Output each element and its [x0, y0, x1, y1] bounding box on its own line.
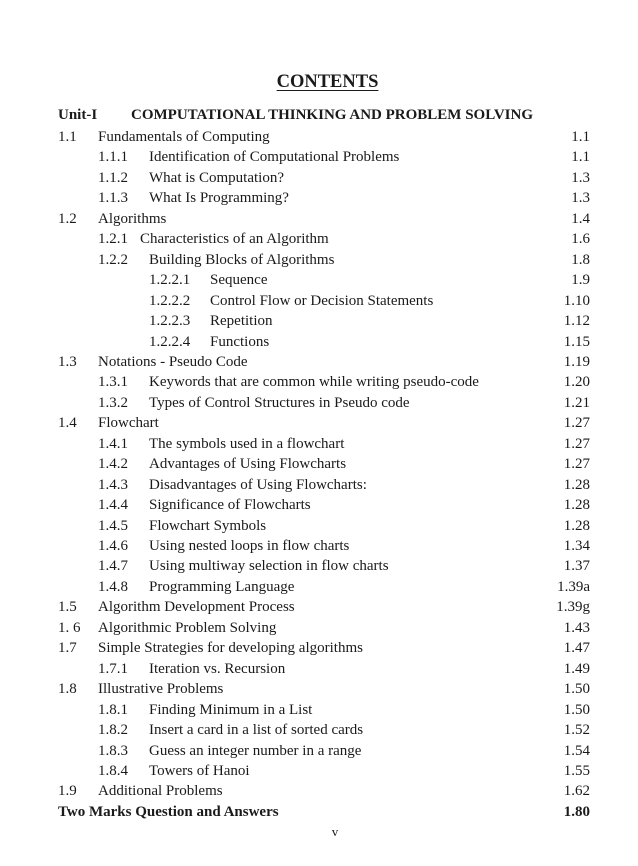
- toc-entry-number: 1.8.3: [98, 742, 128, 759]
- toc-entry-page: 1.9: [571, 272, 590, 289]
- toc-entry: [58, 495, 590, 515]
- toc-entry-title: Iteration vs. Recursion: [149, 660, 286, 677]
- toc-entry-page: 1.39a: [557, 578, 590, 595]
- toc-entry-number: 1.2: [58, 210, 77, 227]
- toc-entry-page: 1.50: [563, 701, 590, 718]
- toc-entry: [58, 413, 590, 433]
- toc-entry-page: 1.27: [563, 415, 590, 432]
- toc-entry-title: Keywords that are common while writing pseudo-code: [149, 374, 479, 391]
- toc-entry: [58, 147, 590, 167]
- toc-entry-number: 1.2.1: [98, 231, 128, 248]
- toc-entry-page: 1.21: [563, 394, 590, 411]
- toc-entry-page: 1.1: [571, 129, 590, 145]
- toc-footer-entry: [58, 802, 590, 822]
- toc-entry: [58, 127, 590, 147]
- page-folio: v: [331, 824, 339, 839]
- toc-entry-page: 1.52: [563, 722, 590, 739]
- toc-entry: [58, 659, 590, 679]
- toc-entry-number: 1.1.2: [98, 169, 128, 186]
- toc-entry-title: Disadvantages of Using Flowcharts:: [149, 476, 367, 493]
- toc-entry: [58, 209, 590, 229]
- toc-entry-title: Significance of Flowcharts: [149, 497, 311, 514]
- unit-number: Unit-I: [58, 107, 98, 123]
- toc-entry-title: Sequence: [210, 272, 268, 289]
- toc-entry-page: 1.12: [563, 313, 590, 330]
- toc-entry-title: Algorithm Development Process: [98, 599, 295, 616]
- footer-entry-page: 1.80: [563, 804, 590, 820]
- toc-entry-page: 1.15: [563, 333, 590, 350]
- toc-entry: [58, 577, 590, 597]
- toc-entry: [58, 311, 590, 331]
- toc-entry: [58, 332, 590, 352]
- toc-entry-number: 1.1.3: [98, 190, 128, 207]
- toc-entry-title: Algorithms: [98, 210, 167, 227]
- toc-entry-number: 1.8: [58, 681, 77, 698]
- toc-entry-title: Flowchart: [98, 415, 159, 432]
- toc-entry-title: Algorithmic Problem Solving: [98, 619, 277, 636]
- toc-entry-number: 1.1.1: [98, 149, 128, 166]
- unit-heading: [58, 107, 598, 124]
- toc-entry-page: 1.47: [563, 640, 590, 657]
- toc-entry-page: 1.28: [563, 517, 590, 534]
- toc-entry-number: 1.3.1: [98, 374, 128, 391]
- contents-title: CONTENTS: [276, 72, 379, 92]
- toc-entry-number: 1. 6: [58, 619, 81, 636]
- toc-entry-title: Towers of Hanoi: [149, 762, 250, 779]
- toc-entry-page: 1.37: [563, 558, 590, 575]
- toc-entry: [58, 516, 590, 536]
- toc-entry: [58, 720, 590, 740]
- toc-entry-number: 1.2.2: [98, 251, 128, 268]
- toc-entry-number: 1.2.2.1: [149, 272, 191, 289]
- toc-entry-title: Using multiway selection in flow charts: [149, 558, 389, 575]
- toc-entry-number: 1.4.7: [98, 558, 128, 575]
- toc-entry: [58, 229, 590, 249]
- toc-entry: [58, 270, 590, 290]
- toc-entry: [58, 475, 590, 495]
- toc-entry-title: Characteristics of an Algorithm: [140, 231, 329, 248]
- toc-entry-page: 1.54: [563, 742, 590, 759]
- toc-entry-number: 1.3.2: [98, 394, 128, 411]
- toc-entry-title: The symbols used in a flowchart: [149, 435, 345, 452]
- toc-entry-title: Simple Strategies for developing algorithms: [98, 640, 363, 657]
- toc-entry-number: 1.7: [58, 640, 77, 657]
- toc-entry: [58, 291, 590, 311]
- footer-entry-text: Two Marks Question and Answers: [58, 804, 279, 820]
- toc-entry-page: 1.1: [571, 149, 590, 166]
- toc-entry: [58, 781, 590, 801]
- toc-entry: [58, 536, 590, 556]
- toc-entry-page: 1.55: [563, 762, 590, 779]
- toc-entry-page: 1.27: [563, 435, 590, 452]
- toc-entry-page: 1.43: [563, 619, 590, 636]
- toc-entry-title: Control Flow or Decision Statements: [210, 292, 434, 309]
- toc-entry-page: 1.10: [563, 292, 590, 309]
- unit-title: COMPUTATIONAL THINKING AND PROBLEM SOLVING: [131, 107, 534, 123]
- toc-entry-page: 1.20: [563, 374, 590, 391]
- toc-entry-number: 1.1: [58, 129, 77, 145]
- toc-entry-number: 1.2.2.2: [149, 292, 191, 309]
- toc-entry-page: 1.49: [563, 660, 590, 677]
- toc-entry-title: Additional Problems: [98, 783, 223, 800]
- toc-entry-title: Notations - Pseudo Code: [98, 353, 248, 370]
- toc-entry-page: 1.39g: [556, 599, 590, 616]
- toc-entry-page: 1.34: [563, 538, 590, 554]
- toc-entry: [58, 393, 590, 413]
- toc-entry-title: Flowchart Symbols: [149, 517, 267, 534]
- toc-entry-page: 1.4: [571, 210, 590, 227]
- toc-entry-title: Building Blocks of Algorithms: [149, 251, 335, 268]
- toc-entry: [58, 597, 590, 617]
- toc-entry: [58, 168, 590, 188]
- toc-entry-page: 1.3: [571, 190, 590, 207]
- toc-entry-title: Finding Minimum in a List: [149, 701, 313, 718]
- toc-entry-page: 1.6: [571, 231, 590, 248]
- toc-entry: [58, 700, 590, 720]
- toc-entry-number: 1.8.2: [98, 722, 128, 739]
- toc-entry-number: 1.4.4: [98, 497, 128, 514]
- toc-entry: [58, 556, 590, 576]
- toc-entry-title: Repetition: [210, 313, 273, 330]
- toc-entry-number: 1.5: [58, 599, 77, 616]
- toc-entry-number: 1.4.1: [98, 435, 128, 452]
- toc-entry: [58, 741, 590, 761]
- toc-entry-number: 1.8.4: [98, 762, 128, 779]
- toc-entry-number: 1.4.5: [98, 517, 128, 534]
- toc-entry: [58, 352, 590, 372]
- toc-entry-page: 1.3: [571, 169, 590, 186]
- toc-entry-number: 1.3: [58, 353, 77, 370]
- toc-entry-number: 1.4.6: [98, 538, 128, 554]
- toc-entry-title: Functions: [210, 333, 270, 350]
- toc-entry-number: 1.2.2.4: [149, 333, 191, 350]
- toc-entry-page: 1.28: [563, 497, 590, 514]
- toc-entry-title: Insert a card in a list of sorted cards: [149, 722, 364, 739]
- toc-entry-title: Using nested loops in flow charts: [149, 538, 350, 554]
- toc-entry-page: 1.27: [563, 456, 590, 473]
- toc-entry: [58, 679, 590, 699]
- toc-entry-number: 1.9: [58, 783, 77, 800]
- toc-entry: [58, 618, 590, 638]
- toc-entry-title: What Is Programming?: [149, 190, 289, 207]
- toc-entry-title: What is Computation?: [149, 169, 284, 186]
- toc-entry-number: 1.4.8: [98, 578, 128, 595]
- toc-entry-title: Programming Language: [149, 578, 295, 595]
- toc-entry-page: 1.19: [563, 353, 590, 370]
- toc-entry-title: Guess an integer number in a range: [149, 742, 362, 759]
- toc-entry: [58, 638, 590, 658]
- toc-entry-title: Fundamentals of Computing: [98, 129, 270, 145]
- toc-entry: [58, 454, 590, 474]
- toc-entry-page: 1.50: [563, 681, 590, 698]
- toc-entry-number: 1.8.1: [98, 701, 128, 718]
- toc-entry-title: Identification of Computational Problems: [149, 149, 400, 166]
- toc-entry-number: 1.4.2: [98, 456, 128, 473]
- toc-entry-title: Advantages of Using Flowcharts: [149, 456, 347, 473]
- toc-entry: [58, 434, 590, 454]
- toc-entry-number: 1.7.1: [98, 660, 128, 677]
- toc-entry: [58, 188, 590, 208]
- toc-entry-number: 1.4: [58, 415, 77, 432]
- toc-entry-title: Types of Control Structures in Pseudo code: [149, 394, 410, 411]
- toc-entry-page: 1.28: [563, 476, 590, 493]
- toc-entry: [58, 372, 590, 392]
- toc-entry: [58, 250, 590, 270]
- toc-entry: [58, 761, 590, 781]
- toc-entry-number: 1.4.3: [98, 476, 128, 493]
- toc-entry-number: 1.2.2.3: [149, 313, 191, 330]
- toc-entry-page: 1.8: [571, 251, 590, 268]
- toc-entry-page: 1.62: [563, 783, 590, 800]
- toc-entry-title: Illustrative Problems: [98, 681, 224, 698]
